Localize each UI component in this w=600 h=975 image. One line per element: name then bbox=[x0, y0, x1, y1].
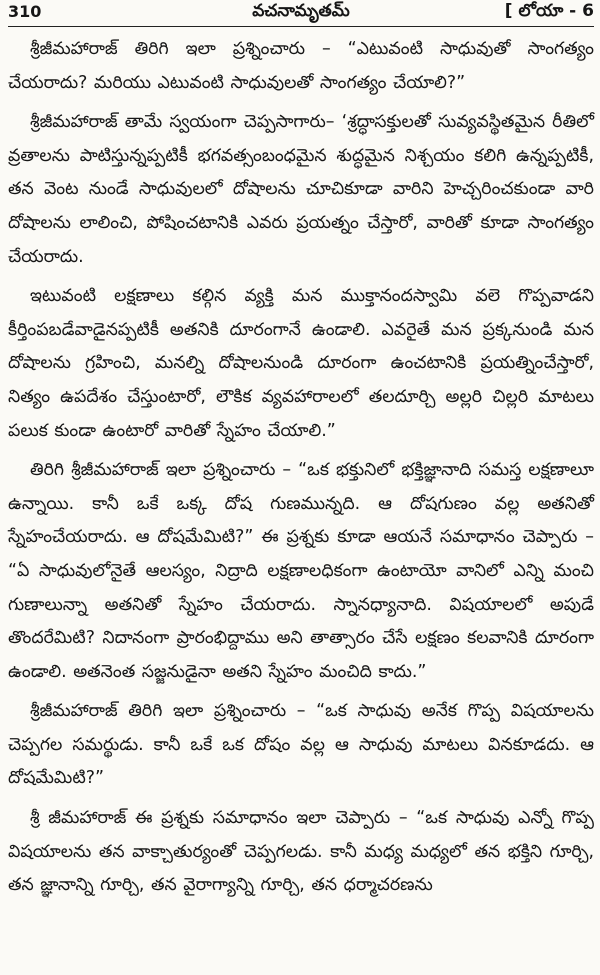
paragraph-question-defect: తిరిగి శ్రీజీమహారాజ్ ఇలా ప్రశ్నించారు – “ఒక భక్తునిలో భక్తిజ్ఞానాది సమస్త లక్షణాలూ ఉన్నాయి. కానీ ఒకే ఒక్క దోష గుణమున్నది. ఆ దోషగుణం వల్ల అతనితో స్నేహంచేయరాదు. ఆ దోషమేమిటి?” ఈ ప్రశ్నకు కూడా ఆయనే సమాధానం చెప్పారు – “ఏ సాధువులోనైతే ఆలస్యం, నిద్రాది లక్షణాలధికంగా ఉంటాయో వానిలో ఎన్ని మంచి గుణాలున్నా అతనితో స్నేహం చేయరాదు. స్నానధ్యానాది. విషయాలలో అపుడే తొందరేమిటి? నిదానంగా ప్రారంభిద్దాము అని తాత్సారం చేసే లక్షణం కలవానికి దూరంగా ఉండాలి. అతనెంత సజ్జనుడైనా అతని స్నేహం మంచిది కాదు.” bbox=[8, 460, 594, 682]
paragraph-question-company: శ్రీజీమహారాజ్ తిరిగి ఇలా ప్రశ్నించారు – “ఎటువంటి సాధువుతో సాంగత్యం చేయరాదు? మరియు ఎటువంటి సాధువులతో సాంగత్యం చేయాలి?” bbox=[8, 39, 594, 93]
book-title: వచనామృతమ్ bbox=[252, 1, 350, 21]
page-header bbox=[8, 0, 594, 27]
chapter-label: [ లోయా - 6 bbox=[504, 1, 594, 21]
paragraph-answer-speaker: శ్రీ జీమహారాజ్ ఈ ప్రశ్నకు సమాధానం ఇలా చెప్పారు – “ఒక సాధువు ఎన్నో గొప్ప విషయాలను తన వాక్చాతుర్యంతో చెప్పగలడు. కానీ మధ్య మధ్యలో తన భక్తిని గూర్చి, తన జ్ఞానాన్ని గూర్చి, తన వైరాగ్యాన్ని గూర్చి, తన ధర్మాచరణను bbox=[8, 808, 594, 896]
page-number: 310 bbox=[8, 2, 42, 21]
paragraph-question-speaker: శ్రీజీమహారాజ్ తిరిగి ఇలా ప్రశ్నించారు – “ఒక సాధువు అనేక గొప్ప విషయాలను చెప్పగల సమర్థుడు. కానీ ఒకే ఒక దోషం వల్ల ఆ సాధువు మాటలు వినకూడదు. ఆ దోషమేమిటి?” bbox=[8, 701, 594, 789]
paragraph-answer-befriend: ఇటువంటి లక్షణాలు కల్గిన వ్యక్తి మన ముక్తానందస్వామి వలె గొప్పవాడని కీర్తింపబడేవాడైనప్పటికీ అతనికి దూరంగానే ఉండాలి. ఎవరైతే మన ప్రక్కనుండి మన దోషాలను గ్రహించి, మనల్ని దోషాలనుండి దూరంగా ఉంచటానికి ప్రయత్నించేస్తారో, నిత్యం ఉపదేశం చేస్తుంటారో, లౌకిక వ్యవహారాలలో తలదూర్చి అల్లరి చిల్లరి మాటలు పలుక కుండా ఉంటారో వారితో స్నేహం చేయాలి.” bbox=[8, 286, 594, 441]
page-body bbox=[8, 33, 594, 903]
paragraph-answer-avoid: శ్రీజీమహారాజ్ తామే స్వయంగా చెప్పసాగారు– ‘శ్రద్ధాసక్తులతో సువ్యవస్థితమైన రీతిలో వ్రతాలను పాటిస్తున్నప్పటికీ భగవత్సంబంధమైన శుద్ధమైన నిశ్చయం కలిగి ఉన్నప్పటికీ, తన వెంట నుండే సాధువులలో దోషాలను చూచికూడా వారిని హెచ్చరించకుండా వారి దోషాలను లాలించి, పోషించటానికి ఎవరు ప్రయత్నం చేస్తారో, వారితో కూడా సాంగత్యం చేయరాదు. bbox=[8, 112, 594, 267]
